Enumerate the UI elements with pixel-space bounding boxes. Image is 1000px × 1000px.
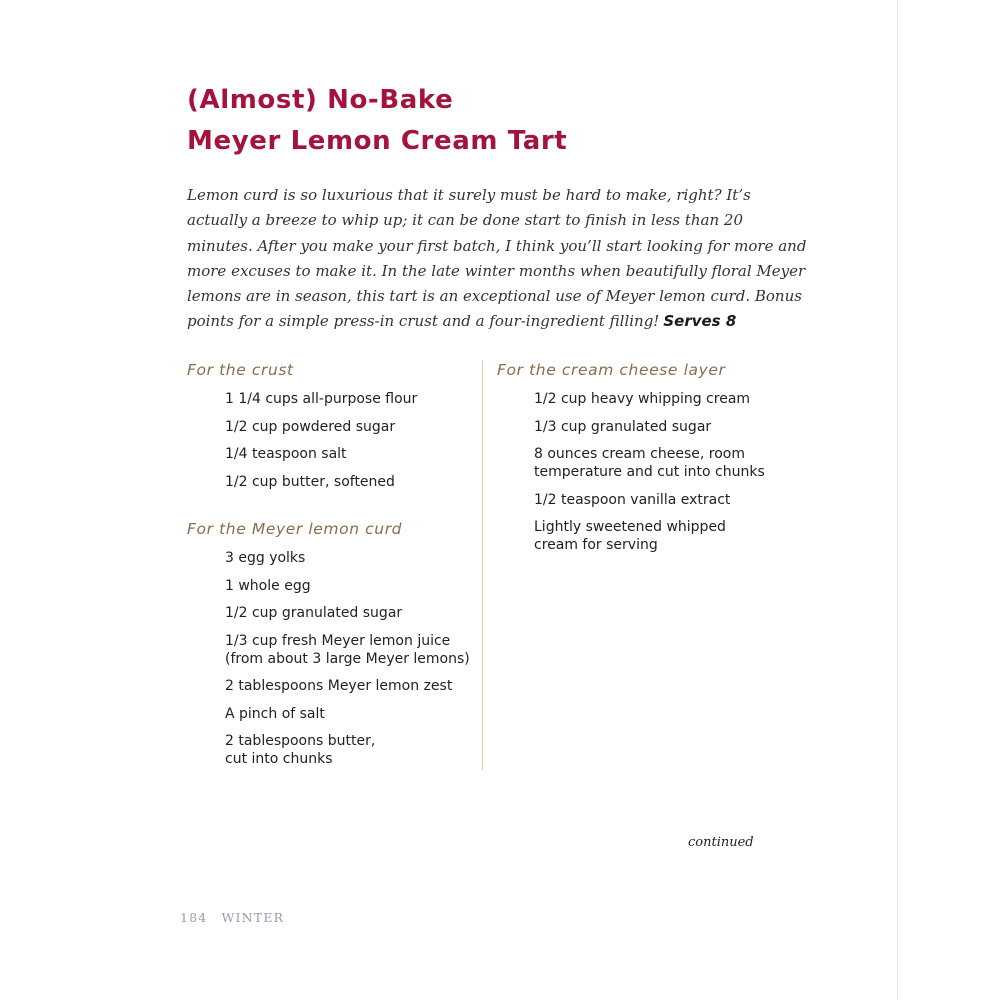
- ingredient-item: 1/2 cup heavy whipping cream: [534, 391, 751, 407]
- ingredient-item: 1/2 cup powdered sugar: [225, 418, 396, 435]
- ingredient-item: 1/4 teaspoon salt: [225, 446, 347, 462]
- recipe-intro: [187, 183, 807, 335]
- ingredient-item: 1/2 cup butter, softened: [225, 473, 395, 490]
- page-footer: [180, 910, 284, 925]
- column-divider: [482, 360, 483, 770]
- ingredient-item: A pinch of salt: [225, 705, 325, 722]
- title-line-1: (Almost) No-Bake: [187, 85, 454, 115]
- serves-label: Serves 8: [663, 312, 737, 331]
- cream-cheese-heading: For the cream cheese layer: [497, 361, 726, 379]
- section-name: WINTER: [221, 910, 285, 925]
- continued-note: continued: [688, 835, 754, 850]
- ingredient-item: 1 1/4 cups all-purpose flour: [225, 391, 418, 407]
- crust-ingredient-list: [225, 390, 475, 500]
- title-line-2: Meyer Lemon Cream Tart: [187, 126, 568, 156]
- ingredient-item: 2 tablespoons Meyer lemon zest: [225, 678, 453, 694]
- ingredient-item: 1 whole egg: [225, 577, 311, 594]
- curd-heading: For the Meyer lemon curd: [187, 520, 403, 538]
- ingredient-item: 1/2 teaspoon vanilla extract: [534, 491, 731, 508]
- ingredient-item: Lightly sweetened whipped cream for serving: [534, 519, 726, 553]
- recipe-title: [187, 80, 567, 162]
- crust-heading: For the crust: [187, 361, 294, 379]
- ingredient-item: 1/3 cup granulated sugar: [534, 418, 712, 435]
- curd-ingredient-list: [225, 549, 475, 778]
- page-edge: [897, 0, 898, 1000]
- ingredient-item: 1/3 cup fresh Meyer lemon juice (from about 3 large Meyer lemons): [225, 632, 470, 667]
- ingredient-item: 1/2 cup granulated sugar: [225, 605, 403, 621]
- intro-text: Lemon curd is so luxurious that it surely must be hard to make, right? It’s actually a breeze to whip up; it can be done start to finish in less than 20 minutes. After you make your first batch, I think you’ll start looking for more and more excuses to make it. In the late winter months when beautifully floral Meyer lemons are in season, this tart is an exceptional use of Meyer lemon curd. Bonus points for a simple press-in crust and a four-ingredient filling!: [187, 186, 807, 331]
- ingredient-item: 8 ounces cream cheese, room temperature and cut into chunks: [534, 446, 765, 480]
- ingredient-item: 2 tablespoons butter, cut into chunks: [225, 733, 376, 767]
- cream-cheese-ingredient-list: [534, 390, 779, 564]
- page-number: 184: [180, 910, 208, 925]
- ingredient-item: 3 egg yolks: [225, 550, 306, 566]
